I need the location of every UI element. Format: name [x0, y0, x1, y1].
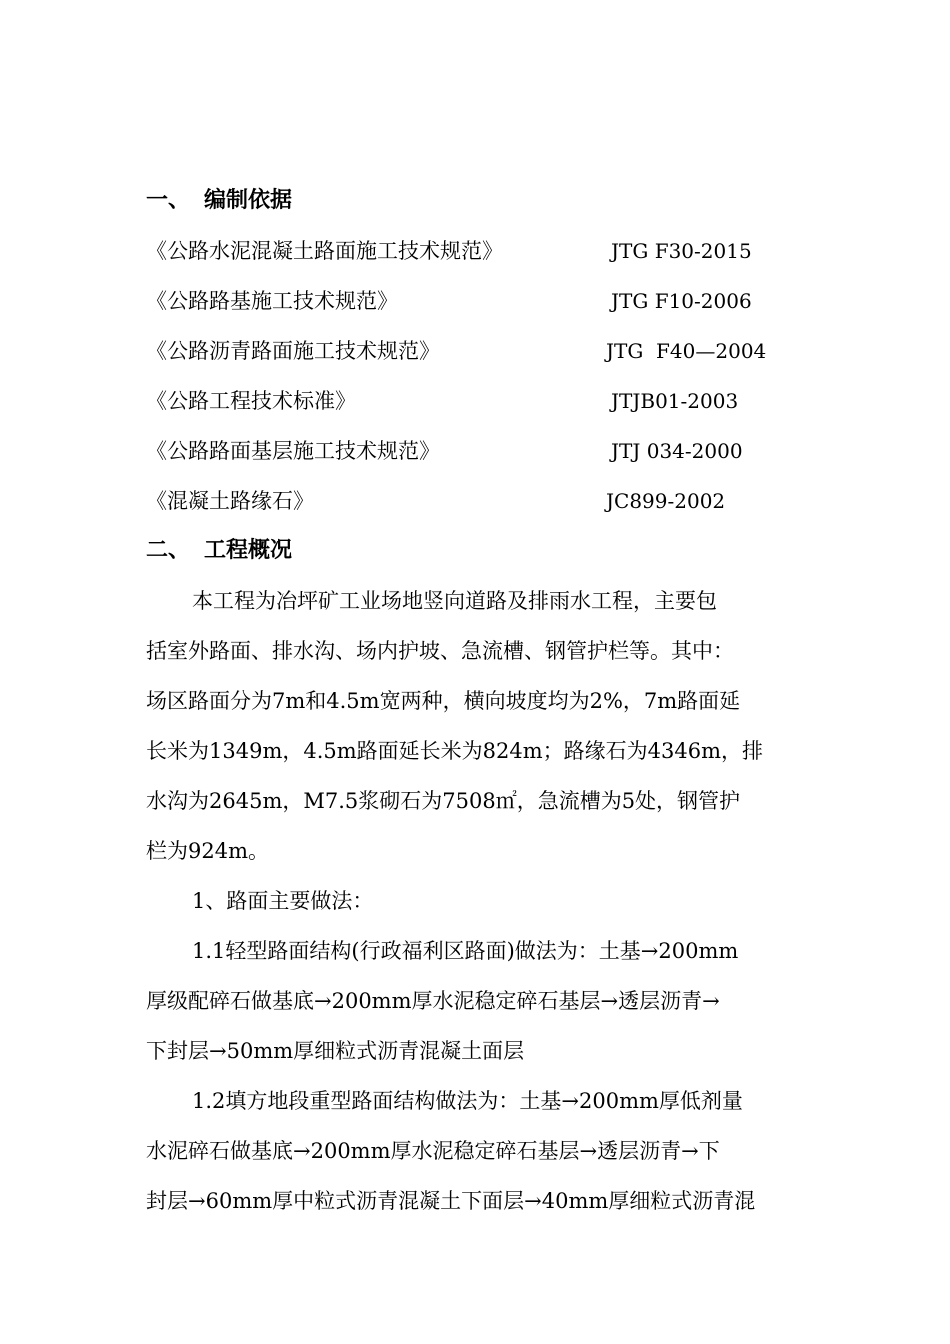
section-number: 一、: [146, 188, 191, 213]
reference-title: 《公路路基施工技术规范》: [146, 289, 398, 313]
reference-row: [146, 436, 846, 466]
reference-row: [146, 236, 846, 266]
reference-title: 《公路路面基层施工技术规范》: [146, 439, 440, 463]
paragraph-line: 1.2填方地段重型路面结构做法为：土基→200mm厚低剂量: [192, 1089, 743, 1113]
reference-code: JTG F10-2006: [611, 289, 752, 313]
paragraph-line: 厚级配碎石做基底→200mm厚水泥稳定碎石基层→透层沥青→: [146, 989, 720, 1013]
reference-title: 《公路水泥混凝土路面施工技术规范》: [146, 239, 503, 263]
section-title: 编制依据: [204, 188, 293, 213]
paragraph-line: 本工程为冶坪矿工业场地竖向道路及排雨水工程，主要包: [192, 589, 717, 613]
paragraph-line: 括室外路面、排水沟、场内护坡、急流槽、钢管护栏等。其中：: [146, 639, 734, 663]
reference-title: 《混凝土路缘石》: [146, 489, 314, 513]
reference-code: JTG F30-2015: [611, 239, 752, 263]
item-heading: [146, 876, 811, 926]
reference-title: 《公路工程技术标准》: [146, 389, 356, 413]
paragraph-line: 1、路面主要做法：: [192, 889, 374, 913]
section-number: 二、: [146, 538, 191, 563]
item-1-2-paragraph: [146, 1076, 811, 1226]
paragraph-line: 封层→60mm厚中粒式沥青混凝土下面层→40mm厚细粒式沥青混: [146, 1189, 756, 1213]
paragraph-line: 长米为1349m，4.5m路面延长米为824m；路缘石为4346m，排: [146, 739, 764, 763]
section-heading-basis: [146, 186, 292, 216]
item-1-1-paragraph: [146, 926, 811, 1076]
reference-code: JTG F40—2004: [606, 339, 767, 363]
paragraph-line: 1.1轻型路面结构(行政福利区路面)做法为：土基→200mm: [192, 939, 739, 963]
paragraph-line: 场区路面分为7m和4.5m宽两种，横向坡度均为2%，7m路面延: [146, 689, 741, 713]
paragraph-line: 水沟为2645m，M7.5浆砌石为7508㎡，急流槽为5处，钢管护: [146, 789, 741, 813]
paragraph-line: 下封层→50mm厚细粒式沥青混凝土面层: [146, 1039, 525, 1063]
reference-row: [146, 386, 846, 416]
reference-row: [146, 336, 846, 366]
reference-code: JTJ 034-2000: [611, 439, 743, 463]
reference-title: 《公路沥青路面施工技术规范》: [146, 339, 440, 363]
paragraph-line: 栏为924m。: [146, 839, 269, 863]
reference-code: JTJB01-2003: [611, 389, 739, 413]
section-title: 工程概况: [204, 538, 293, 563]
overview-paragraph: [146, 576, 811, 876]
reference-code: JC899-2002: [606, 489, 726, 513]
reference-row: [146, 286, 846, 316]
section-heading-overview: [146, 536, 292, 566]
paragraph-line: 水泥碎石做基底→200mm厚水泥稳定碎石基层→透层沥青→下: [146, 1139, 720, 1163]
reference-row: [146, 486, 846, 516]
